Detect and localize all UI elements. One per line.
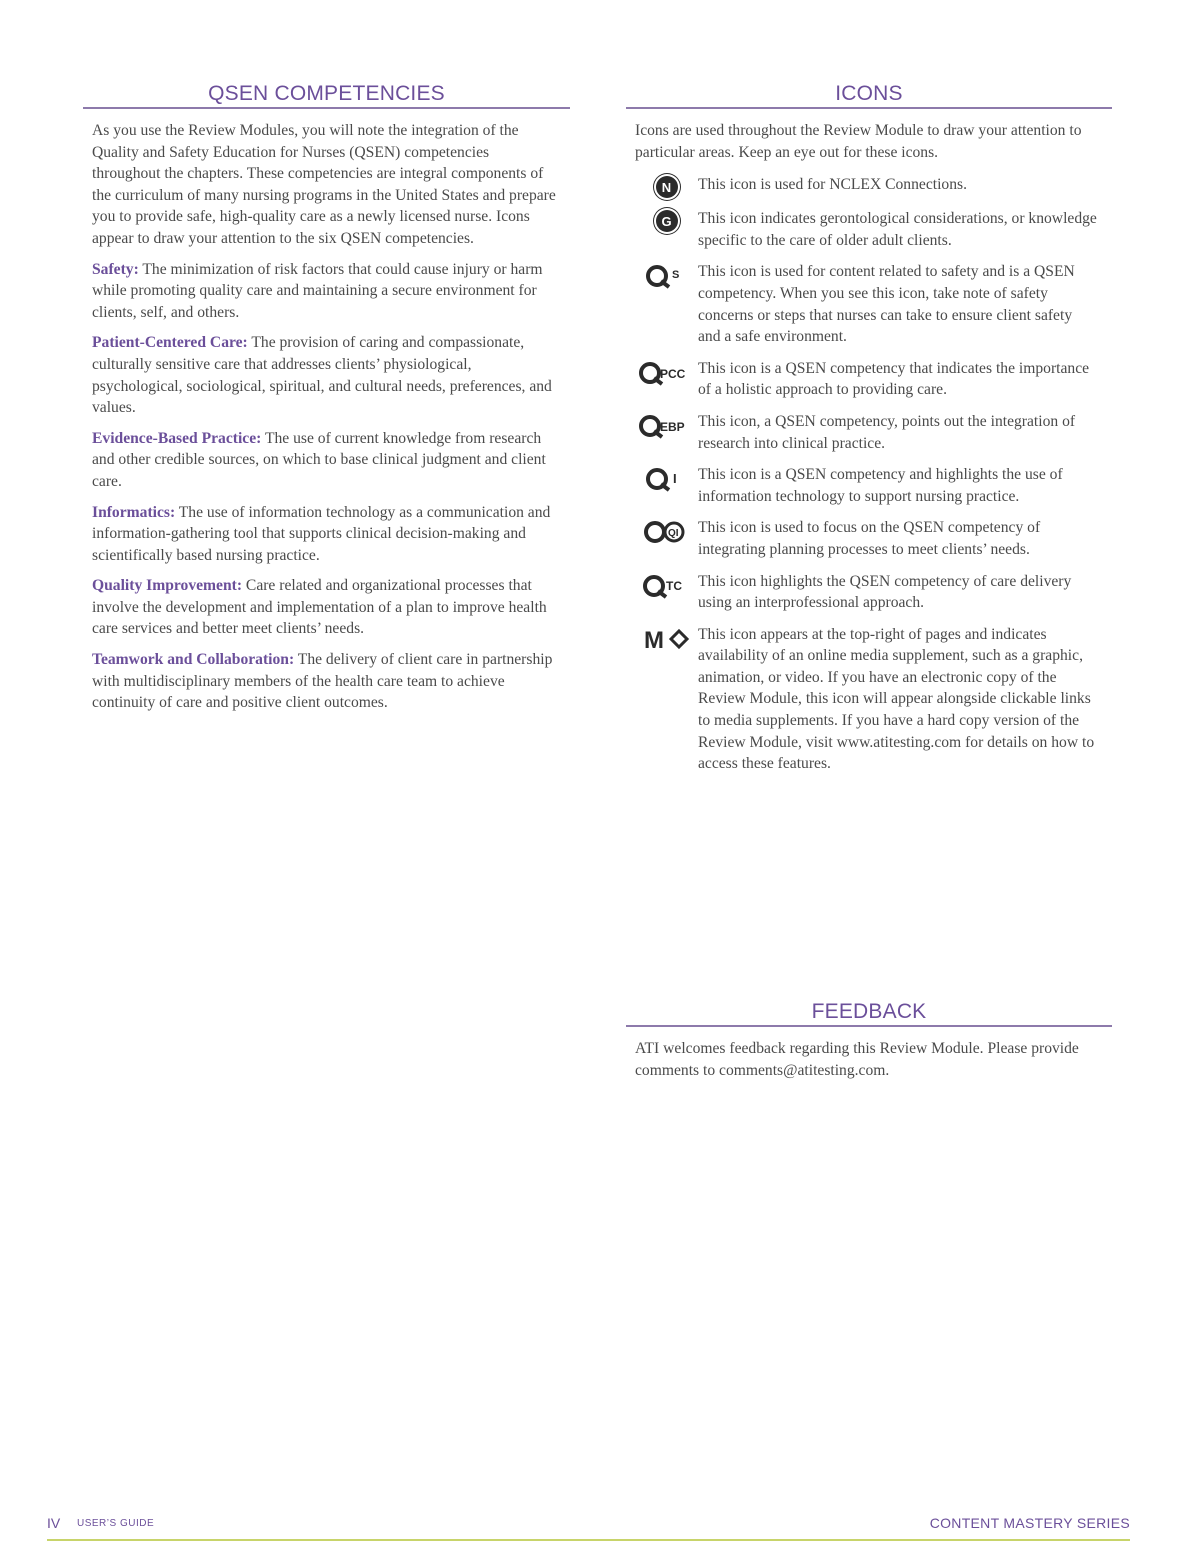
feedback-section bbox=[626, 1000, 1112, 1081]
media-icon bbox=[643, 626, 691, 652]
feedback-text: ATI welcomes feedback regarding this Review Module. Please provide comments to comments@atitesting.com. bbox=[635, 1040, 1079, 1079]
term-desc: The provision of caring and compassionate, culturally sensitive care that addresses clients’ physiological, psychological, sociological, spiritual, and cultural needs, preferences, and values. bbox=[92, 334, 552, 417]
icon-glyph: M bbox=[643, 626, 664, 652]
term-label: Quality Improvement: bbox=[92, 577, 243, 595]
icon-desc: This icon appears at the top-right of pages and indicates availability of an online media supplement, such as a graphic, animation, or video. If you have an electronic copy of the Review Module, this icon will appear alongside clickable links to media supplements. If you have a hard copy version of the Review Module, visit www.atitesting.com for details on how to access these features. bbox=[698, 625, 1095, 773]
icons-section bbox=[626, 82, 1112, 775]
icon-desc: This icon highlights the QSEN competency of care delivery using an interprofessional approach. bbox=[698, 572, 1072, 612]
gerontology-icon: G bbox=[656, 210, 678, 232]
icon-desc: This icon, a QSEN competency, points out the integration of research into clinical practice. bbox=[698, 412, 1076, 452]
icon-legend-item bbox=[626, 411, 1112, 454]
icon-legend-item bbox=[626, 464, 1112, 507]
term-label: Informatics: bbox=[92, 503, 176, 521]
term-desc: The use of current knowledge from research and other credible sources, on which to base clinical judgment and client care. bbox=[92, 429, 546, 490]
term-label: Evidence-Based Practice: bbox=[92, 429, 262, 447]
page-number: IV bbox=[47, 1515, 61, 1531]
qsen-safety-icon bbox=[645, 263, 689, 289]
icon-desc: This icon indicates gerontological considerations, or knowledge specific to the care of older adult clients. bbox=[698, 210, 1097, 249]
icon-legend-item bbox=[626, 261, 1112, 347]
qsen-pcc-icon bbox=[638, 360, 696, 386]
term-informatics bbox=[83, 502, 570, 567]
term-teamwork-collaboration bbox=[83, 649, 570, 714]
nclex-icon: N bbox=[656, 176, 678, 198]
page-footer bbox=[47, 1515, 1130, 1541]
qsen-qi-icon bbox=[643, 519, 691, 545]
icon-legend-item bbox=[626, 517, 1112, 560]
footer-guide-label: USER’S GUIDE bbox=[77, 1518, 155, 1529]
qsen-tc-icon bbox=[642, 573, 692, 599]
qsen-terms-list bbox=[83, 259, 570, 714]
term-desc: The use of information technology as a communication and information-gathering tool that supports clinical decision-making and scientifically based nursing practice. bbox=[92, 503, 551, 564]
icons-title: ICONS bbox=[626, 82, 1112, 109]
qsen-title: QSEN COMPETENCIES bbox=[83, 82, 570, 109]
term-safety bbox=[83, 259, 570, 324]
qsen-intro: As you use the Review Modules, you will note the integration of the Quality and Safety Education for Nurses (QSEN) competencies throughout the chapters. These competencies are integral components of the curriculum of many nursing programs in the United States and prepare you to provide safe, high-quality care as a newly licensed nurse. Icons appear to draw your attention to the six QSEN competencies. bbox=[92, 122, 556, 247]
term-patient-centered-care bbox=[83, 332, 570, 418]
icon-glyph: S bbox=[671, 269, 679, 282]
icon-legend-item bbox=[626, 208, 1112, 251]
icon-desc: This icon is used to focus on the QSEN competency of integrating planning processes to meet clients’ needs. bbox=[698, 519, 1041, 558]
qsen-ebp-icon bbox=[638, 413, 696, 439]
term-desc: Care related and organizational processes that involve the development and implementation of a plan to improve health care services and better meet clients’ needs. bbox=[92, 577, 547, 638]
icon-legend-item bbox=[626, 624, 1112, 775]
icon-glyph: TC bbox=[665, 578, 682, 593]
icon-legend-list bbox=[626, 174, 1112, 775]
icon-desc: This icon is used for NCLEX Connections. bbox=[698, 176, 967, 194]
qsen-informatics-icon bbox=[645, 466, 689, 492]
term-quality-improvement bbox=[83, 575, 570, 640]
icon-desc: This icon is a QSEN competency and highlights the use of information technology to support nursing practice. bbox=[698, 466, 1063, 505]
icon-glyph: EBP bbox=[659, 419, 685, 434]
term-desc: The minimization of risk factors that could cause injury or harm while promoting quality care and maintaining a secure environment for clients, self, and others. bbox=[92, 260, 543, 321]
icon-legend-item bbox=[626, 174, 1112, 198]
term-label: Patient-Centered Care: bbox=[92, 334, 248, 352]
term-evidence-based-practice bbox=[83, 428, 570, 493]
icon-legend-item bbox=[626, 358, 1112, 401]
icon-desc: This icon is used for content related to safety and is a QSEN competency. When you see this icon, take note of safety concerns or steps that nurses can take to ensure client safety and a safe environment. bbox=[698, 263, 1075, 346]
icon-desc: This icon is a QSEN competency that indicates the importance of a holistic approach to providing care. bbox=[698, 359, 1090, 399]
icon-glyph: I bbox=[672, 471, 677, 487]
term-desc: The delivery of client care in partnership with multidisciplinary members of the health care team to achieve continuity of care and positive client outcomes. bbox=[92, 651, 553, 712]
qsen-section bbox=[83, 82, 570, 714]
icons-intro: Icons are used throughout the Review Module to draw your attention to particular areas. Keep an eye out for these icons. bbox=[635, 122, 1082, 161]
term-label: Teamwork and Collaboration: bbox=[92, 651, 295, 669]
icon-glyph: PCC bbox=[659, 366, 685, 381]
footer-series-label: CONTENT MASTERY SERIES bbox=[929, 1515, 1130, 1531]
icon-legend-item bbox=[626, 571, 1112, 614]
feedback-title: FEEDBACK bbox=[626, 1000, 1112, 1027]
term-label: Safety: bbox=[92, 260, 139, 278]
icon-glyph: QI bbox=[667, 528, 679, 540]
